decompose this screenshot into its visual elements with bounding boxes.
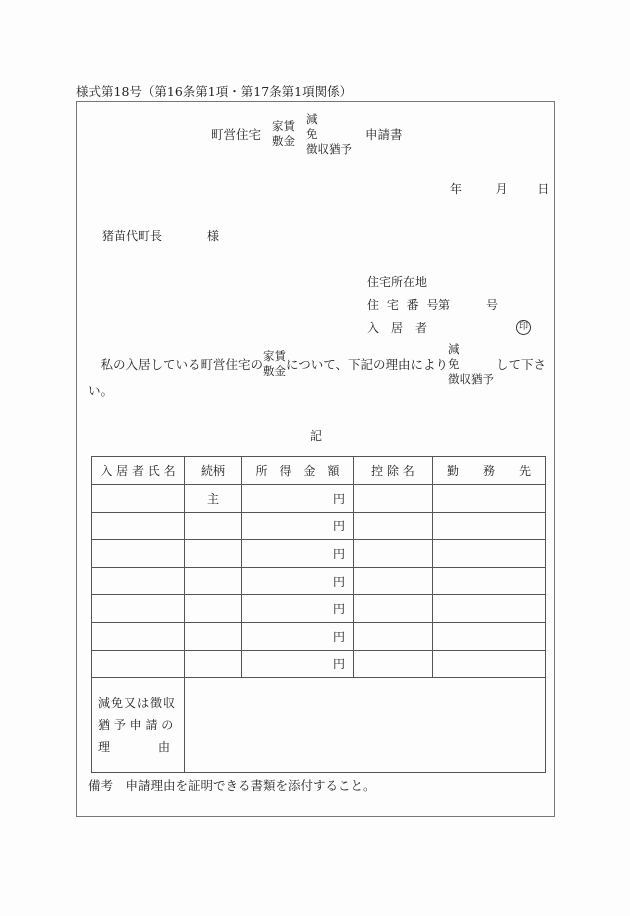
deduction-cell[interactable] (354, 540, 433, 568)
resident-label: 入 居 者 (367, 321, 428, 335)
table-row (92, 567, 546, 595)
relation-cell[interactable] (185, 540, 242, 568)
resident-name-cell[interactable] (92, 512, 185, 540)
housing-number-suffix: 号 (486, 298, 499, 312)
address-field[interactable] (432, 270, 542, 288)
deduction-cell[interactable] (354, 622, 433, 650)
workplace-cell[interactable] (433, 650, 546, 678)
household-income-table (91, 456, 546, 773)
income-cell[interactable]: 円 (242, 485, 354, 513)
deduction-cell[interactable] (354, 595, 433, 623)
relation-cell[interactable] (185, 567, 242, 595)
deduction-cell[interactable] (354, 485, 433, 513)
statement: 私の入居している町営住宅の 家賃 敷金 について、下記の理由により 減 免 徴収猶予 して下さ (88, 341, 547, 386)
addressee-honorific: 様 (207, 229, 220, 243)
relation-cell[interactable] (185, 595, 242, 623)
note: 備考 申請理由を証明できる書類を添付すること。 (88, 778, 376, 793)
resident-name-cell[interactable] (92, 567, 185, 595)
income-cell[interactable]: 円 (242, 512, 354, 540)
statement-continued: い。 (88, 383, 114, 398)
table-row (92, 622, 546, 650)
resident-field[interactable] (432, 316, 512, 334)
date-day: 日 (537, 182, 550, 196)
relation-cell[interactable]: 主 (185, 485, 242, 513)
relation-cell[interactable] (185, 622, 242, 650)
title-option-b: 減 免 徴収猶予 (306, 111, 353, 156)
header-workplace: 勤 務 先 (433, 457, 546, 485)
statement-option-a: 家賃 敷金 (263, 349, 287, 378)
resident-name-cell[interactable] (92, 650, 185, 678)
relation-cell[interactable] (185, 650, 242, 678)
addressee-name: 猪苗代町長 (102, 229, 163, 243)
workplace-cell[interactable] (433, 622, 546, 650)
workplace-cell[interactable] (433, 595, 546, 623)
housing-number-field[interactable] (452, 293, 484, 311)
workplace-cell[interactable] (433, 567, 546, 595)
resident-name-cell[interactable] (92, 540, 185, 568)
reason-row (92, 678, 546, 773)
header-resident-name: 入 居 者 氏 名 (92, 457, 185, 485)
workplace-cell[interactable] (433, 512, 546, 540)
relation-cell[interactable] (185, 512, 242, 540)
reason-field[interactable] (185, 678, 546, 773)
reason-label: 減免又は徴収 猶 予 申 請 の 理 由 (92, 678, 185, 773)
deduction-cell[interactable] (354, 512, 433, 540)
table-row (92, 595, 546, 623)
table-row (92, 650, 546, 678)
seal-icon: 印 (516, 320, 531, 335)
deduction-cell[interactable] (354, 567, 433, 595)
resident-name-cell[interactable] (92, 595, 185, 623)
income-cell[interactable]: 円 (242, 540, 354, 568)
table-row (92, 512, 546, 540)
header-relation: 続柄 (185, 457, 242, 485)
income-cell[interactable]: 円 (242, 567, 354, 595)
statement-option-b: 減 免 徴収猶予 (448, 341, 495, 386)
table-row (92, 485, 546, 513)
header-income: 所 得 金 額 (242, 457, 354, 485)
title-suffix: 申請書 (365, 127, 403, 142)
table-header-row (92, 457, 546, 485)
housing-number-label: 住 宅 番 号 (367, 298, 441, 312)
income-cell[interactable]: 円 (242, 622, 354, 650)
form-number: 様式第18号（第16条第1項・第17条第1項関係） (76, 84, 353, 99)
income-cell[interactable]: 円 (242, 650, 354, 678)
table-row (92, 540, 546, 568)
header-deduction: 控 除 名 (354, 457, 433, 485)
address-label: 住宅所在地 (367, 275, 428, 289)
deduction-cell[interactable] (354, 650, 433, 678)
workplace-cell[interactable] (433, 485, 546, 513)
date-year: 年 (450, 182, 463, 196)
title-prefix: 町営住宅 (211, 127, 262, 142)
resident-name-cell[interactable] (92, 485, 185, 513)
date-month: 月 (495, 182, 508, 196)
ki-heading: 記 (310, 429, 323, 443)
date-line (450, 180, 549, 197)
title-option-a: 家賃 敷金 (272, 119, 296, 148)
form-title (211, 111, 403, 156)
income-cell[interactable]: 円 (242, 595, 354, 623)
workplace-cell[interactable] (433, 540, 546, 568)
resident-name-cell[interactable] (92, 622, 185, 650)
housing-number-prefix: 第 (438, 298, 451, 312)
